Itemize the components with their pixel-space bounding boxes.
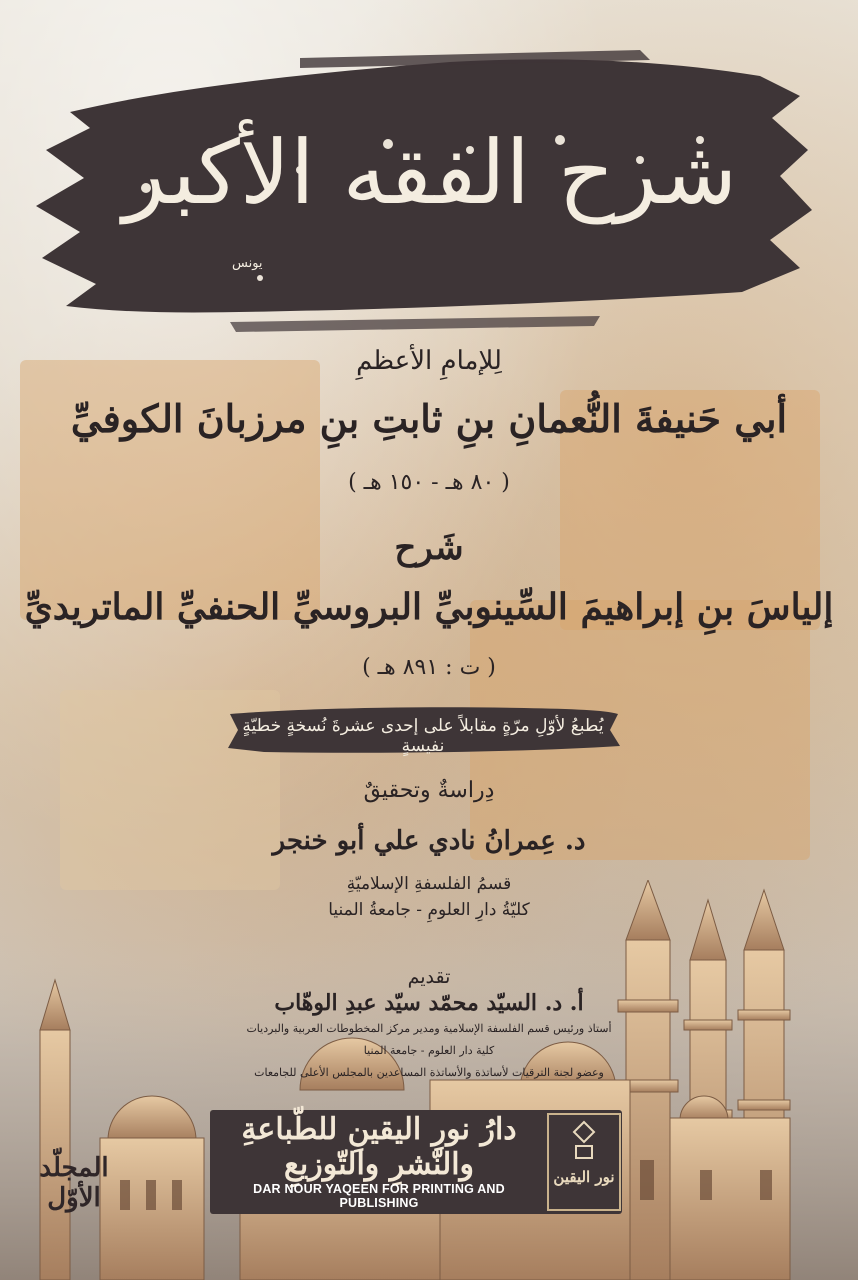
author-dates: ( ٨٠ هـ - ١٥٠ هـ ) [348, 470, 510, 495]
introducer-title-2: كلية دار العلوم - جامعة المنيا [363, 1044, 495, 1057]
study-label: دِراسةٌ وتحقيقٌ [363, 778, 495, 803]
introduction-label: تقديم [407, 966, 451, 988]
commentator-death-date: ( ت : ٨٩١ هـ ) [362, 655, 496, 680]
mosque-skyline-image [0, 880, 858, 1280]
introducer-name: أ. د. السيّد محمّد سيّد عبدِ الوهّاب [274, 990, 584, 1016]
introducer-title-1: أستاذ ورئيس قسم الفلسفة الإسلامية ومدير مركز المخطوطات العربية والبرديات [246, 1022, 612, 1035]
book-title: شرح الفقه الأكبر [122, 121, 738, 224]
publisher-name-arabic: دارُ نورِ اليقينِ للطّباعةِ والنّشرِ والتّوزيعِ [241, 1112, 517, 1182]
author-name: أبي حَنيفةَ النُّعمانِ بنِ ثابتِ بنِ مرزبانَ الكوفيِّ [70, 396, 788, 441]
editor-faculty: كليّةُ دارِ العلومِ - جامعةُ المنيا [328, 900, 530, 920]
title-small-word: يونس [232, 256, 263, 271]
commentary-label: شَرح [394, 528, 464, 568]
introducer-title-3: وعضو لجنة الترقيات لأساتذة والأساتذة المساعدين بالمجلس الأعلى للجامعات [254, 1066, 604, 1079]
publisher-logo-icon [546, 1112, 622, 1212]
commentator-name: إلياسَ بنِ إبراهيمَ السِّينوبيِّ البروسيِّ الحنفيِّ الماتريديِّ [24, 586, 834, 628]
author-label: لِلإمامِ الأعظمِ [356, 346, 502, 376]
volume-label: المجلّد الأوّل [39, 1153, 109, 1213]
editor-name: د. عِمرانُ نادي علي أبو خنجر [272, 826, 586, 856]
editor-department: قسمُ الفلسفةِ الإسلاميّةِ [346, 874, 512, 894]
manuscripts-banner: يُطبعُ لأوّلِ مرّةٍ مقابلاً على إحدى عشرةَ نُسخةٍ خطيّةٍ نفيسةٍ [242, 716, 604, 756]
publisher-name-english: DAR NOUR YAQEEN FOR PRINTING AND PUBLISHING [253, 1182, 505, 1210]
publisher-logo-text: نور اليقين [553, 1168, 615, 1186]
